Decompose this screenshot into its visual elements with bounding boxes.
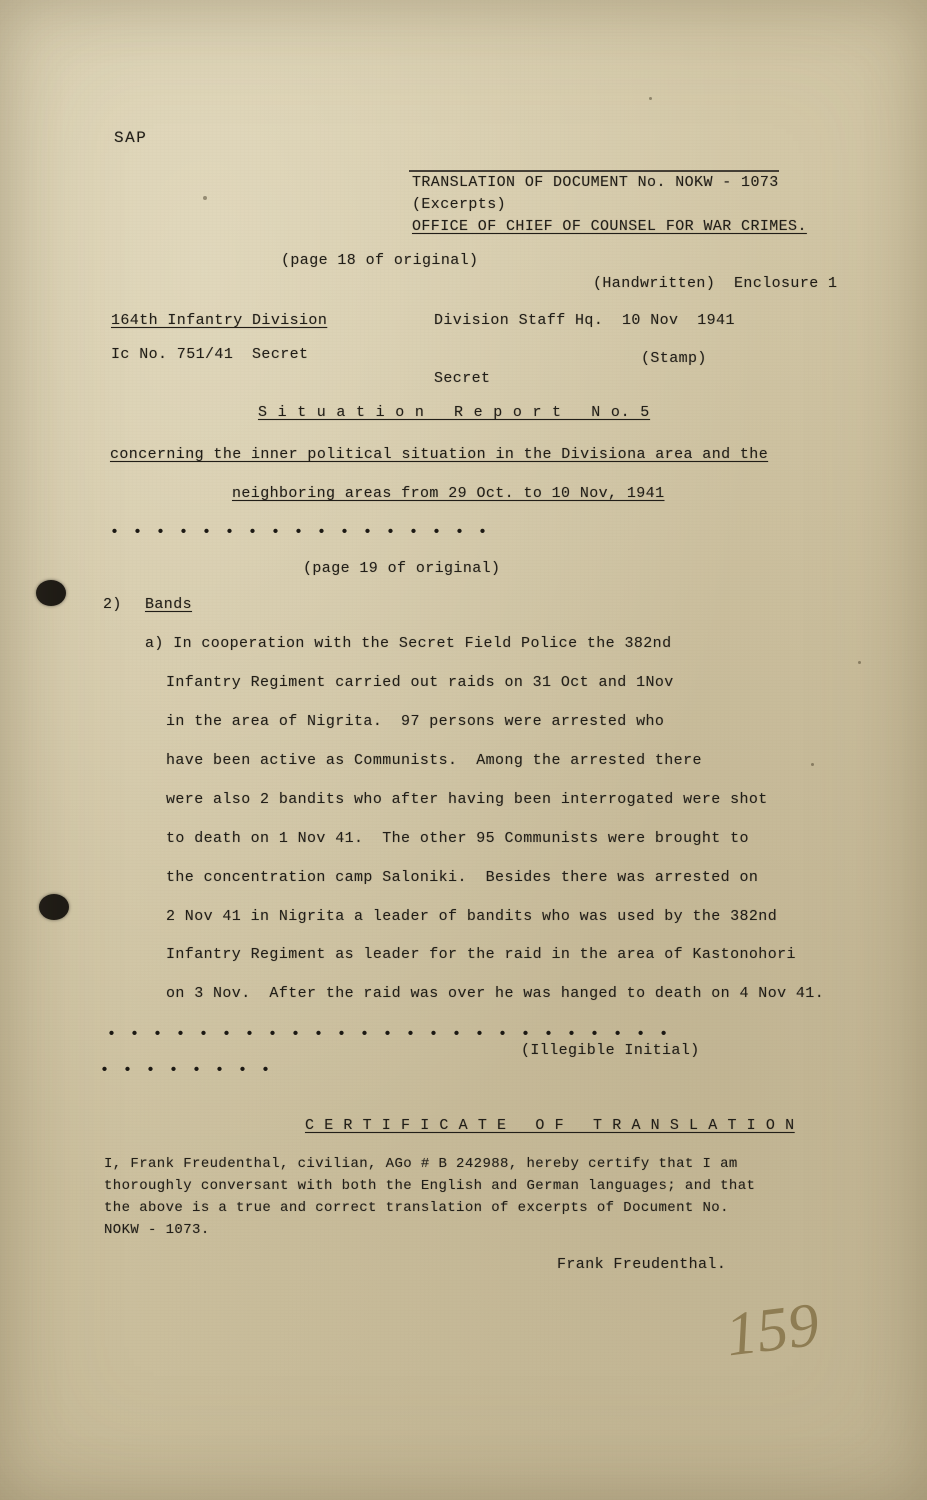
header-translation-line: TRANSLATION OF DOCUMENT No. NOKW - 1073 [412, 174, 779, 191]
header-top-rule [409, 170, 779, 172]
division-staff-line: Division Staff Hq. 10 Nov 1941 [434, 312, 735, 329]
body-line: on 3 Nov. After the raid was over he was hanged to death on 4 Nov 41. [166, 985, 825, 1002]
paper-speck [649, 97, 652, 100]
stamp-note: (Stamp) [641, 350, 707, 367]
corner-mark: SAP [114, 129, 148, 147]
body-line: have been active as Communists. Among the arrested there [166, 752, 702, 769]
page-marker-18: (page 18 of original) [281, 252, 479, 269]
certificate-line: the above is a true and correct translation of excerpts of Document No. [104, 1200, 729, 1216]
secret-center-label: Secret [434, 370, 491, 387]
section-number: 2) [103, 596, 122, 613]
body-line: were also 2 bandits who after having been interrogated were shot [166, 791, 768, 808]
illegible-initial-note: (Illegible Initial) [521, 1042, 700, 1059]
paper-speck [811, 763, 814, 766]
paper-speck [858, 661, 861, 664]
certificate-line: thoroughly conversant with both the English and German languages; and that [104, 1178, 756, 1194]
header-excerpts-line: (Excerpts) [412, 196, 507, 213]
section-title: Bands [145, 596, 193, 613]
report-subtitle-line-2: neighboring areas from 29 Oct. to 10 Nov, 1941 [232, 485, 665, 502]
paper-speck [203, 196, 207, 200]
report-subtitle-line-1: concerning the inner political situation in the Divisiona area and the [110, 446, 769, 463]
report-title: S i t u a t i o n R e p o r t N o. 5 [258, 404, 651, 421]
body-line: the concentration camp Saloniki. Besides there was arrested on [166, 869, 759, 886]
body-line: 2 Nov 41 in Nigrita a leader of bandits who was used by the 382nd [166, 908, 778, 925]
separator-dots-3: • • • • • • • • [100, 1062, 273, 1079]
body-line: to death on 1 Nov 41. The other 95 Communists were brought to [166, 830, 749, 847]
page-marker-19: (page 19 of original) [303, 560, 501, 577]
handwritten-enclosure-note: (Handwritten) Enclosure 1 [593, 275, 838, 292]
signature-name: Frank Freudenthal. [557, 1256, 727, 1273]
punch-hole-bottom [39, 894, 69, 920]
certificate-line: I, Frank Freudenthal, civilian, AGo # B 242988, hereby certify that I am [104, 1156, 738, 1172]
punch-hole-top [36, 580, 66, 606]
body-line: Infantry Regiment as leader for the raid in the area of Kastonohori [166, 946, 796, 963]
unit-name: 164th Infantry Division [111, 312, 328, 329]
handwritten-page-number: 159 [722, 1290, 823, 1370]
body-line: in the area of Nigrita. 97 persons were arrested who [166, 713, 665, 730]
separator-dots-2: • • • • • • • • • • • • • • • • • • • • • • • • • [107, 1026, 671, 1043]
body-line: a) In cooperation with the Secret Field Police the 382nd [145, 635, 672, 652]
ic-number: Ic No. 751/41 Secret [111, 346, 309, 363]
body-line: Infantry Regiment carried out raids on 31 Oct and 1Nov [166, 674, 674, 691]
certificate-title: C E R T I F I C A T E O F T R A N S L A T I O N [305, 1117, 795, 1134]
header-office-line: OFFICE OF CHIEF OF COUNSEL FOR WAR CRIMES. [412, 218, 807, 235]
certificate-line: NOKW - 1073. [104, 1222, 210, 1238]
separator-dots-1: • • • • • • • • • • • • • • • • • [110, 524, 490, 541]
